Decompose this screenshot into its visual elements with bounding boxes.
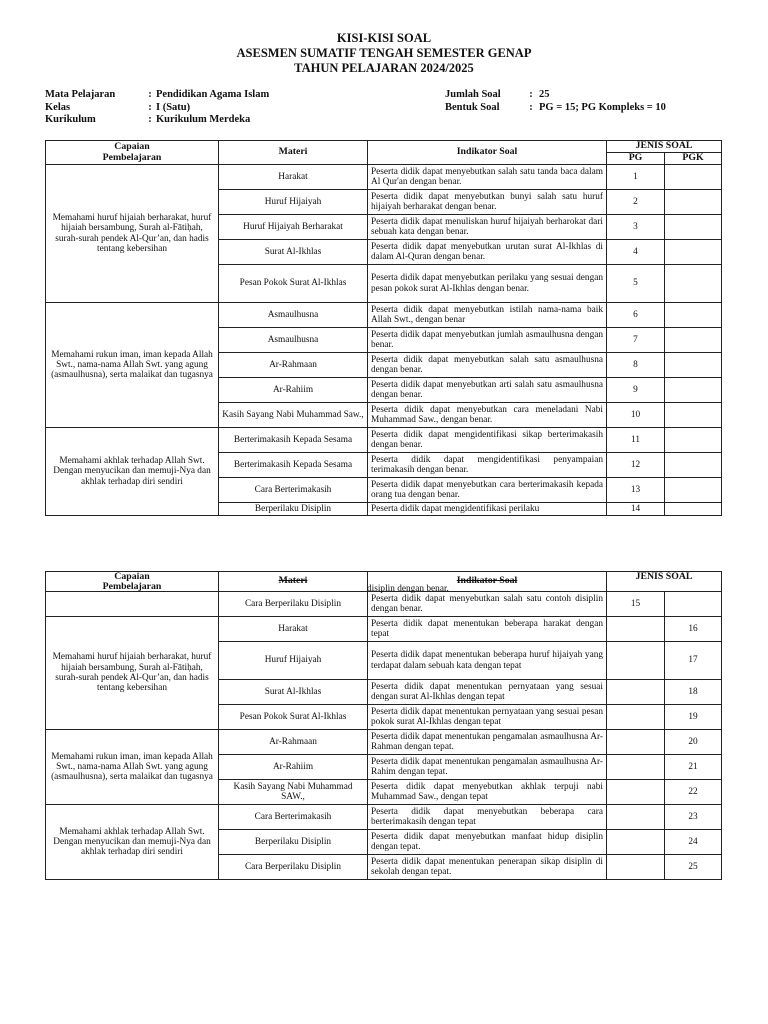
materi-cell: Ar-Rahiim	[219, 755, 368, 780]
blueprint-table-2	[45, 571, 722, 880]
capaian-cell: Memahami huruf hijaiah berharakat, huruf hijaiah bersambung, Surah al-Fātiḥah, surah-surah pendek Al-Qur’an, dan hadis tentang kebersihan	[46, 617, 219, 730]
pgk-number-cell	[665, 503, 722, 516]
meta-colon: :	[148, 89, 152, 100]
materi-cell: Harakat	[219, 165, 368, 190]
materi-cell: Ar-Rahiim	[219, 378, 368, 403]
header-pg: PG	[607, 153, 665, 165]
materi-cell: Berperilaku Disiplin	[219, 503, 368, 516]
pg-number-cell: 7	[607, 328, 665, 353]
pg-number-cell	[607, 780, 665, 805]
table-row	[46, 303, 722, 328]
indikator-cell: Peserta didik dapat menyebutkan jumlah asmaulhusna dengan benar.	[368, 328, 607, 353]
table-row	[46, 617, 722, 642]
header-capaian: Capaian Pembelajaran	[46, 141, 219, 165]
meta-count-row	[445, 89, 666, 102]
meta-value: PG = 15; PG Kompleks = 10	[539, 101, 666, 113]
meta-left	[45, 89, 269, 127]
indikator-cell: Peserta didik dapat mengidentifikasi penyampaian terimakasih dengan benar.	[368, 453, 607, 478]
pgk-number-cell	[665, 592, 722, 617]
indikator-cell: Peserta didik dapat menyebutkan cara berterimakasih kepada orang tua dengan benar.	[368, 478, 607, 503]
pg-number-cell: 3	[607, 215, 665, 240]
meta-colon: :	[148, 114, 152, 125]
materi-cell: Cara Berterimakasih	[219, 478, 368, 503]
pg-number-cell	[607, 642, 665, 680]
pgk-number-cell: 17	[665, 642, 722, 680]
indikator-cell: Peserta didik dapat menentukan beberapa harakat dengan tepat	[368, 617, 607, 642]
title-line-2: ASESMEN SUMATIF TENGAH SEMESTER GENAP	[236, 46, 532, 60]
header-jenis-soal: JENIS SOAL	[607, 572, 722, 592]
pgk-number-cell: 16	[665, 617, 722, 642]
pg-number-cell	[607, 680, 665, 705]
materi-cell: Berperilaku Disiplin	[219, 830, 368, 855]
materi-cell: Surat Al-Ikhlas	[219, 680, 368, 705]
meta-class-row	[45, 102, 269, 115]
indikator-cell: Peserta didik dapat menyebutkan beberapa cara berterimakasih dengan tepat	[368, 805, 607, 830]
indikator-cell: Peserta didik dapat menyebutkan cara meneladani Nabi Muhammad Saw., dengan benar.	[368, 403, 607, 428]
materi-cell: Cara Berperilaku Disiplin	[219, 855, 368, 880]
indikator-cell: Peserta didik dapat menyebutkan salah satu asmaulhusna dengan benar.	[368, 353, 607, 378]
indikator-cell: Peserta didik dapat menyebutkan akhlak terpuji nabi Muhammad Saw., dengan tepat	[368, 780, 607, 805]
pgk-number-cell	[665, 265, 722, 303]
pgk-number-cell	[665, 428, 722, 453]
pgk-number-cell	[665, 303, 722, 328]
title-line-1: KISI-KISI SOAL	[336, 31, 432, 45]
meta-label: Jumlah Soal	[445, 89, 501, 100]
materi-cell: Harakat	[219, 617, 368, 642]
table-row	[46, 730, 722, 755]
capaian-cell: Memahami akhlak terhadap Allah Swt. Dengan menyucikan dan memuji-Nya dan akhlak terhadap diri sendiri	[46, 805, 219, 880]
pg-number-cell	[607, 617, 665, 642]
pg-number-cell: 2	[607, 190, 665, 215]
materi-cell: Cara Berperilaku Disiplin	[219, 592, 368, 617]
materi-cell: Asmaulhusna	[219, 303, 368, 328]
header-materi: Materi	[219, 572, 368, 592]
header-jenis-soal: JENIS SOAL	[607, 141, 722, 153]
materi-cell: Ar-Rahmaan	[219, 353, 368, 378]
document-title	[0, 31, 768, 76]
materi-cell: Ar-Rahmaan	[219, 730, 368, 755]
pgk-number-cell	[665, 328, 722, 353]
pg-number-cell	[607, 755, 665, 780]
indikator-cell: Peserta didik dapat menyebutkan perilaku yang sesuai dengan pesan pokok surat Al-Ikhlas dengan benar.	[368, 265, 607, 303]
indikator-cell: Peserta didik dapat mengidentifikasi sikap berterimakasih dengan benar.	[368, 428, 607, 453]
pg-number-cell	[607, 830, 665, 855]
pgk-number-cell: 21	[665, 755, 722, 780]
pg-number-cell: 6	[607, 303, 665, 328]
materi-cell: Asmaulhusna	[219, 328, 368, 353]
pgk-number-cell: 24	[665, 830, 722, 855]
pg-number-cell: 4	[607, 240, 665, 265]
pg-number-cell: 8	[607, 353, 665, 378]
pgk-number-cell	[665, 353, 722, 378]
materi-cell: Pesan Pokok Surat Al-Ikhlas	[219, 705, 368, 730]
indikator-cell: Peserta didik dapat menuliskan huruf hijaiyah berharokat dari sebuah kata dengan benar.	[368, 215, 607, 240]
pg-number-cell: 12	[607, 453, 665, 478]
pg-number-cell	[607, 855, 665, 880]
indikator-cell: Peserta didik dapat mengidentifikasi perilaku	[368, 503, 607, 516]
indikator-cell: Peserta didik dapat menyebutkan salah satu contoh disiplin dengan benar.	[368, 592, 607, 617]
pg-number-cell: 15	[607, 592, 665, 617]
pg-number-cell: 9	[607, 378, 665, 403]
indikator-cell: Peserta didik dapat menyebutkan arti salah satu asmaulhusna dengan benar.	[368, 378, 607, 403]
meta-value: I (Satu)	[156, 101, 191, 113]
header-indikator: Indikator Soal	[368, 141, 607, 165]
indikator-cell: Peserta didik dapat menyebutkan salah satu tanda baca dalam Al Qur'an dengan benar.	[368, 165, 607, 190]
materi-cell: Huruf Hijaiyah	[219, 642, 368, 680]
indikator-cell: Peserta didik dapat menentukan penerapan sikap disiplin di sekolah dengan tepat.	[368, 855, 607, 880]
materi-cell: Surat Al-Ikhlas	[219, 240, 368, 265]
title-line-3: TAHUN PELAJARAN 2024/2025	[294, 61, 474, 75]
table-row	[46, 428, 722, 453]
materi-cell: Berterimakasih Kepada Sesama	[219, 428, 368, 453]
pg-number-cell: 5	[607, 265, 665, 303]
header-pgk: PGK	[665, 153, 722, 165]
header-indikator: Indikator Soal	[368, 572, 607, 592]
pgk-number-cell	[665, 453, 722, 478]
overflow-text: disiplin dengan benar.	[367, 584, 449, 594]
pgk-number-cell: 18	[665, 680, 722, 705]
meta-label: Bentuk Soal	[445, 101, 500, 113]
materi-cell: Kasih Sayang Nabi Muhammad SAW.,	[219, 780, 368, 805]
table-row	[46, 592, 722, 617]
pgk-number-cell: 22	[665, 780, 722, 805]
materi-cell: Pesan Pokok Surat Al-Ikhlas	[219, 265, 368, 303]
table-row	[46, 805, 722, 830]
pgk-number-cell	[665, 403, 722, 428]
pg-number-cell: 14	[607, 503, 665, 516]
pgk-number-cell: 19	[665, 705, 722, 730]
meta-colon: :	[148, 101, 152, 113]
materi-cell: Kasih Sayang Nabi Muhammad Saw.,	[219, 403, 368, 428]
pgk-number-cell	[665, 478, 722, 503]
materi-cell: Huruf Hijaiyah	[219, 190, 368, 215]
capaian-cell: Memahami huruf hijaiah berharakat, huruf hijaiah bersambung, Surah al-Fātiḥah, surah-surah pendek Al-Qur’an, dan hadis tentang kebersihan	[46, 165, 219, 303]
pgk-number-cell	[665, 378, 722, 403]
pg-number-cell: 11	[607, 428, 665, 453]
indikator-cell: Peserta didik dapat menyebutkan istilah nama-nama baik Allah Swt., dengan benar	[368, 303, 607, 328]
pgk-number-cell: 20	[665, 730, 722, 755]
indikator-cell: Peserta didik dapat menentukan pernyataan yang sesuai dengan surat Al-Ikhlas dengan tepat	[368, 680, 607, 705]
meta-label: Mata Pelajaran	[45, 89, 116, 100]
indikator-cell: Peserta didik dapat menyebutkan manfaat hidup disiplin dengan tepat.	[368, 830, 607, 855]
pg-number-cell	[607, 705, 665, 730]
meta-form-row	[445, 102, 666, 115]
pgk-number-cell: 23	[665, 805, 722, 830]
meta-curriculum-row	[45, 114, 269, 127]
pgk-number-cell	[665, 215, 722, 240]
materi-cell: Huruf Hijaiyah Berharakat	[219, 215, 368, 240]
table-row	[46, 165, 722, 190]
indikator-cell: Peserta didik dapat menyebutkan bunyi salah satu huruf hijaiyah berharakat dengan benar.	[368, 190, 607, 215]
indikator-cell: Peserta didik dapat menyebutkan urutan surat Al-Ikhlas di dalam Al-Quran dengan benar.	[368, 240, 607, 265]
pg-number-cell	[607, 805, 665, 830]
header-materi: Materi	[219, 141, 368, 165]
pgk-number-cell: 25	[665, 855, 722, 880]
pg-number-cell: 10	[607, 403, 665, 428]
materi-cell: Cara Berterimakasih	[219, 805, 368, 830]
pgk-number-cell	[665, 190, 722, 215]
meta-value: Kurikulum Merdeka	[156, 114, 251, 125]
meta-colon: :	[529, 89, 533, 100]
meta-label: Kelas	[45, 101, 71, 113]
pgk-number-cell	[665, 240, 722, 265]
pgk-number-cell	[665, 165, 722, 190]
capaian-cell	[46, 592, 219, 617]
table-header-row	[46, 141, 722, 153]
meta-colon: :	[529, 101, 533, 113]
capaian-cell: Memahami rukun iman, iman kepada Allah Swt., nama-nama Allah Swt. yang agung (asmaulhusna), serta malaikat dan tugasnya	[46, 303, 219, 428]
indikator-cell: Peserta didik dapat menentukan beberapa huruf hijaiyah yang terdapat dalam sebuah kata dengan tepat	[368, 642, 607, 680]
materi-cell: Berterimakasih Kepada Sesama	[219, 453, 368, 478]
pg-number-cell: 13	[607, 478, 665, 503]
indikator-cell: Peserta didik dapat menentukan pengamalan asmaulhusna Ar-Rahim dengan tepat.	[368, 755, 607, 780]
meta-value: 25	[539, 89, 550, 100]
pg-number-cell	[607, 730, 665, 755]
meta-subject-row	[45, 89, 269, 102]
capaian-cell: Memahami akhlak terhadap Allah Swt. Dengan menyucikan dan memuji-Nya dan akhlak terhadap diri sendiri	[46, 428, 219, 516]
meta-right	[445, 89, 666, 114]
meta-label: Kurikulum	[45, 114, 96, 125]
indikator-cell: Peserta didik dapat menentukan pengamalan asmaulhusna Ar-Rahman dengan tepat.	[368, 730, 607, 755]
capaian-cell: Memahami rukun iman, iman kepada Allah Swt., nama-nama Allah Swt. yang agung (asmaulhusna), serta malaikat dan tugasnya	[46, 730, 219, 805]
indikator-cell: Peserta didik dapat menentukan pernyataan yang sesuai pesan pokok surat Al-Ikhlas dengan tepat	[368, 705, 607, 730]
blueprint-table-1	[45, 140, 722, 516]
header-capaian: Capaian Pembelajaran	[46, 572, 219, 592]
meta-value: Pendidikan Agama Islam	[156, 89, 270, 100]
pg-number-cell: 1	[607, 165, 665, 190]
